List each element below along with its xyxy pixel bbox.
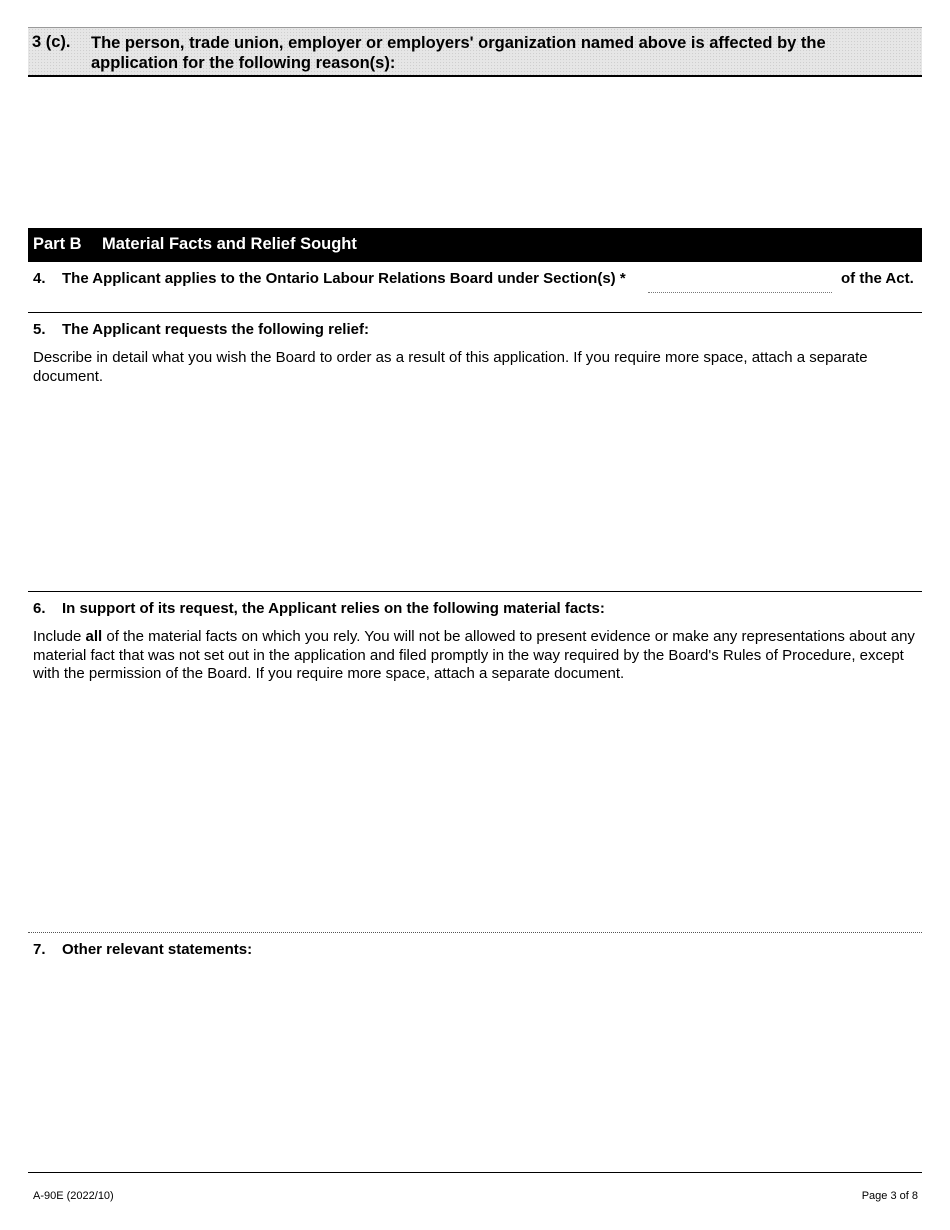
q7-number: 7. — [33, 941, 46, 958]
q7-answer-area[interactable] — [28, 966, 922, 1166]
divider-after-q6 — [28, 932, 922, 933]
part-b-title: Material Facts and Relief Sought — [102, 235, 357, 253]
q4-question: The Applicant applies to the Ontario Labour Relations Board under Section(s) * — [62, 270, 626, 287]
divider-after-q4 — [28, 312, 922, 313]
q4-field-underline — [648, 292, 832, 293]
q6-desc-part1: Include — [33, 628, 86, 645]
q6-number: 6. — [33, 600, 46, 617]
q7-question: Other relevant statements: — [62, 941, 253, 958]
q5-description: Describe in detail what you wish the Board to order as a result of this application. If you require more space, attach a separate document. — [33, 349, 868, 385]
q4-number: 4. — [33, 270, 46, 287]
q5-number: 5. — [33, 321, 46, 338]
divider-after-q5 — [28, 591, 922, 592]
q5-question: The Applicant requests the following relief: — [62, 321, 369, 338]
part-b-header — [28, 228, 922, 262]
footer-rule — [28, 1172, 922, 1173]
q4-suffix: of the Act. — [841, 270, 914, 287]
page-number: Page 3 of 8 — [861, 1190, 918, 1202]
section-3c-question: The person, trade union, employer or employers' organization named above is affected by the application for the following reason(s): — [91, 34, 826, 72]
q6-desc-part2: of the material facts on which you rely. You will not be allowed to present evidence or make any representations about any material fact that was not set out in the application and filed promptly in the way required by the Board's Rules of Procedure, except with the permission of the Board. If you require more space, attach a separate document. — [33, 628, 915, 682]
q6-description — [33, 628, 918, 684]
q6-desc-emphasis: all — [85, 628, 103, 645]
section-3c-number: 3 (c). — [32, 33, 71, 51]
form-id: A-90E (2022/10) — [33, 1190, 114, 1202]
part-b-label: Part B — [33, 235, 82, 253]
section-3c-header — [28, 27, 922, 77]
q6-question: In support of its request, the Applicant relies on the following material facts: — [62, 600, 605, 617]
section-3c-answer-area[interactable] — [28, 80, 922, 224]
q4-section-field[interactable] — [648, 268, 832, 290]
q5-answer-area[interactable] — [28, 392, 922, 588]
q6-answer-area[interactable] — [28, 690, 922, 928]
